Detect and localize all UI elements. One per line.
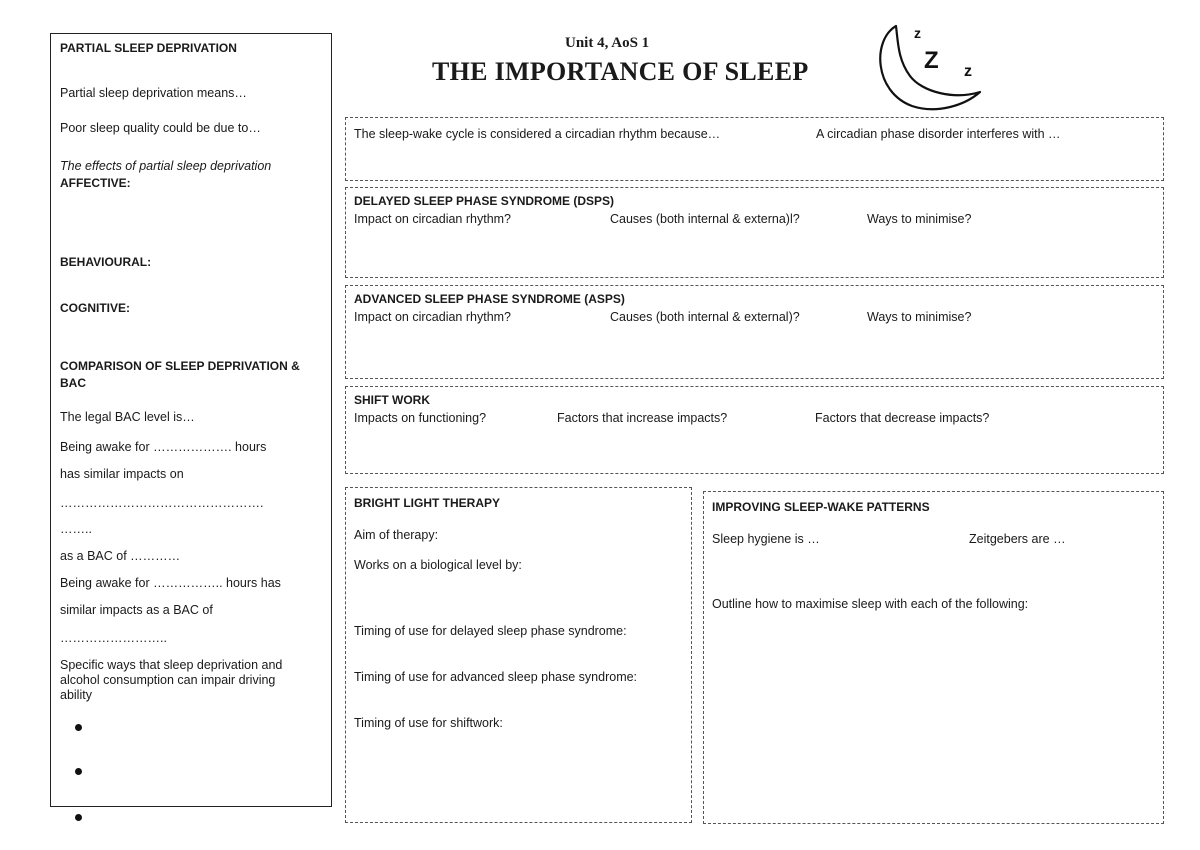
cognitive-label: COGNITIVE: xyxy=(60,301,131,315)
comparison-heading: COMPARISON OF SLEEP DEPRIVATION & xyxy=(60,359,300,373)
shift-decrease: Factors that decrease impacts? xyxy=(815,411,990,425)
zzz-medium: z xyxy=(964,63,972,80)
dsps-minimise: Ways to minimise? xyxy=(867,212,972,226)
bullet-point xyxy=(75,724,82,731)
specific-line-1: Specific ways that sleep deprivation and xyxy=(60,658,283,672)
affective-label: AFFECTIVE: xyxy=(60,176,131,190)
asps-heading: ADVANCED SLEEP PHASE SYNDROME (ASPS) xyxy=(354,292,625,306)
bullet-point xyxy=(75,814,82,821)
zzz-small: z xyxy=(914,25,921,41)
effects-intro: The effects of partial sleep deprivation xyxy=(60,159,272,173)
dsps-heading: DELAYED SLEEP PHASE SYNDROME (DSPS) xyxy=(354,194,615,208)
legal-bac: The legal BAC level is… xyxy=(60,410,195,424)
page-title: THE IMPORTANCE OF SLEEP xyxy=(432,57,809,86)
shift-increase: Factors that increase impacts? xyxy=(557,411,728,425)
blt-heading: BRIGHT LIGHT THERAPY xyxy=(354,496,500,510)
asps-impact: Impact on circadian rhythm? xyxy=(354,310,512,324)
sleep-hygiene: Sleep hygiene is … xyxy=(712,532,820,546)
dots-short: …….. xyxy=(60,522,92,536)
improving-heading: IMPROVING SLEEP-WAKE PATTERNS xyxy=(712,500,930,514)
awake-line-2-cont: similar impacts as a BAC of xyxy=(60,603,213,617)
awake-line-1-cont: has similar impacts on xyxy=(60,467,184,481)
asps-causes: Causes (both internal & external)? xyxy=(610,310,800,324)
dots-long: …………………………………………. xyxy=(60,496,264,510)
asps-minimise: Ways to minimise? xyxy=(867,310,972,324)
awake-line-2: Being awake for …………….. hours has xyxy=(60,576,281,590)
left-heading: PARTIAL SLEEP DEPRIVATION xyxy=(60,41,237,55)
blt-shiftwork: Timing of use for shiftwork: xyxy=(354,716,503,730)
blt-biological: Works on a biological level by: xyxy=(354,558,522,572)
blt-advanced: Timing of use for advanced sleep phase syndrome: xyxy=(354,670,638,684)
behavioural-label: BEHAVIOURAL: xyxy=(60,255,152,269)
shift-impacts: Impacts on functioning? xyxy=(354,411,487,425)
specific-line-3: ability xyxy=(60,688,92,702)
outline-maximise: Outline how to maximise sleep with each of the following: xyxy=(712,597,1029,611)
zzz-large: Z xyxy=(924,47,939,74)
bullet-point xyxy=(75,768,82,775)
shift-work-heading: SHIFT WORK xyxy=(354,393,430,407)
dots-mid: …………………….. xyxy=(60,631,167,645)
awake-line-1: Being awake for ………………. hours xyxy=(60,440,267,454)
sleeping-moon-icon xyxy=(870,20,985,115)
blt-delayed: Timing of use for delayed sleep phase syndrome: xyxy=(354,624,627,638)
circadian-disorder-prompt: A circadian phase disorder interferes with … xyxy=(816,127,1061,141)
psd-means: Partial sleep deprivation means… xyxy=(60,86,247,100)
bac-of: as a BAC of ………… xyxy=(60,549,181,563)
circadian-rhythm-prompt: The sleep-wake cycle is considered a circadian rhythm because… xyxy=(354,127,721,141)
dsps-causes: Causes (both internal & externa)l? xyxy=(610,212,800,226)
comparison-heading-cont: BAC xyxy=(60,376,86,390)
blt-aim: Aim of therapy: xyxy=(354,528,439,542)
unit-label: Unit 4, AoS 1 xyxy=(565,35,650,51)
specific-line-2: alcohol consumption can impair driving xyxy=(60,673,276,687)
poor-quality: Poor sleep quality could be due to… xyxy=(60,121,261,135)
shift-work-box xyxy=(345,386,1164,474)
dsps-impact: Impact on circadian rhythm? xyxy=(354,212,512,226)
zeitgebers: Zeitgebers are … xyxy=(969,532,1066,546)
